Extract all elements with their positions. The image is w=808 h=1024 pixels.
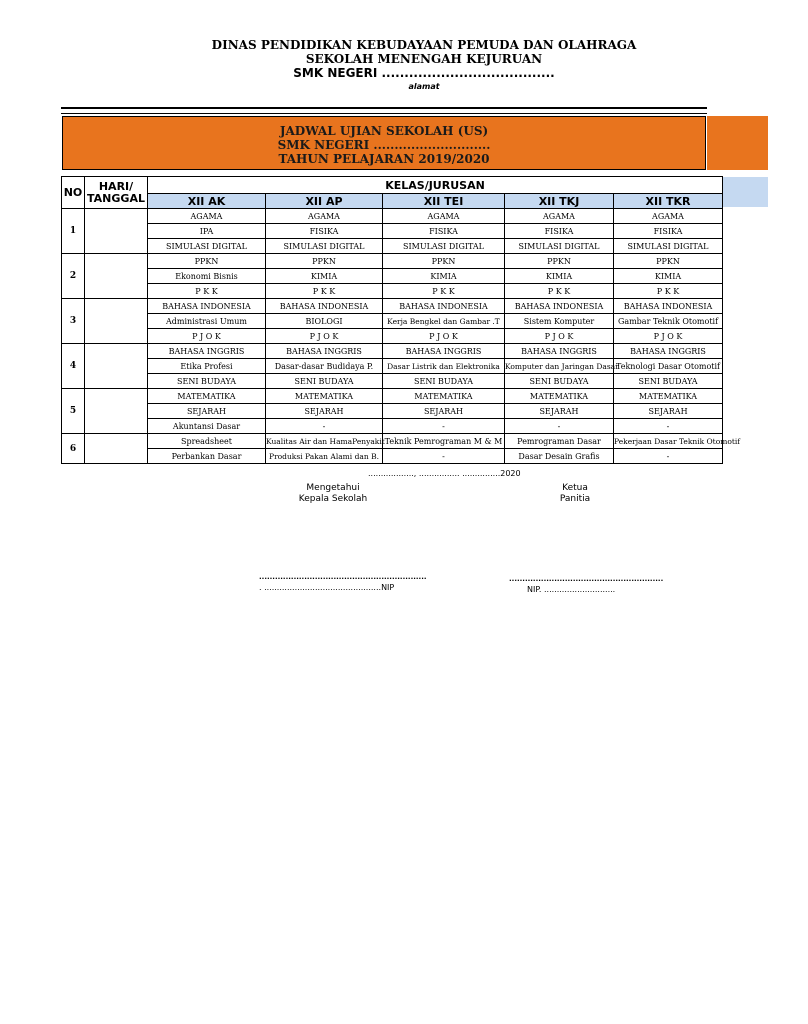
banner-school: SMK NEGERI ............................ bbox=[277, 138, 491, 152]
left-signatory-nip: . ..............................................NIP bbox=[259, 583, 395, 592]
subject-cell: FISIKA bbox=[614, 224, 723, 239]
subject-cell: P K K bbox=[383, 284, 505, 299]
subject-cell: Sistem Komputer bbox=[505, 314, 614, 329]
subject-cell: Etika Profesi bbox=[148, 359, 266, 374]
table-row bbox=[62, 434, 723, 449]
subject-cell: - bbox=[266, 419, 383, 434]
subject-cell: BAHASA INDONESIA bbox=[614, 299, 723, 314]
left-role-line1: Mengetahui bbox=[306, 483, 360, 493]
subject-cell: - bbox=[614, 449, 723, 464]
subject-cell: MATEMATIKA bbox=[614, 389, 723, 404]
class-header: XII AK bbox=[148, 194, 266, 209]
left-role-line2: Kepala Sekolah bbox=[298, 494, 368, 504]
table-row bbox=[62, 314, 723, 329]
subject-cell: SIMULASI DIGITAL bbox=[266, 239, 383, 254]
day-number: 2 bbox=[62, 254, 85, 299]
subject-cell: FISIKA bbox=[505, 224, 614, 239]
subject-cell: Teknologi Dasar Otomotif bbox=[614, 359, 723, 374]
subject-cell: Pekerjaan Dasar Teknik Otomotif bbox=[614, 434, 723, 449]
subject-cell: BAHASA INGGRIS bbox=[383, 344, 505, 359]
schedule-body bbox=[62, 209, 741, 464]
subject-cell: PPKN bbox=[383, 254, 505, 269]
subject-cell: SENI BUDAYA bbox=[266, 374, 383, 389]
subject-cell: KIMIA bbox=[266, 269, 383, 284]
subject-cell: PPKN bbox=[614, 254, 723, 269]
subject-cell: BAHASA INGGRIS bbox=[614, 344, 723, 359]
subject-cell: MATEMATIKA bbox=[505, 389, 614, 404]
banner-year: TAHUN PELAJARAN 2019/2020 bbox=[278, 152, 490, 166]
subject-cell: P J O K bbox=[505, 329, 614, 344]
table-row bbox=[62, 374, 723, 389]
subject-cell: Spreadsheet bbox=[148, 434, 266, 449]
subject-cell: BAHASA INDONESIA bbox=[148, 299, 266, 314]
subject-cell: BAHASA INDONESIA bbox=[383, 299, 505, 314]
subject-cell: SENI BUDAYA bbox=[614, 374, 723, 389]
subject-cell: P J O K bbox=[148, 329, 266, 344]
subject-cell: P J O K bbox=[383, 329, 505, 344]
subject-cell: MATEMATIKA bbox=[266, 389, 383, 404]
subject-cell: SENI BUDAYA bbox=[505, 374, 614, 389]
subject-cell: SIMULASI DIGITAL bbox=[614, 239, 723, 254]
table-row bbox=[62, 209, 723, 224]
subject-cell: SENI BUDAYA bbox=[148, 374, 266, 389]
subject-cell: KIMIA bbox=[383, 269, 505, 284]
day-number: 6 bbox=[62, 434, 85, 464]
subject-cell: KIMIA bbox=[505, 269, 614, 284]
subject-cell: SEJARAH bbox=[505, 404, 614, 419]
subject-cell: P K K bbox=[266, 284, 383, 299]
subject-cell: AGAMA bbox=[383, 209, 505, 224]
subject-cell: BAHASA INGGRIS bbox=[148, 344, 266, 359]
subject-cell: SEJARAH bbox=[383, 404, 505, 419]
col-header-day: HARI/ TANGGAL bbox=[85, 177, 148, 209]
exam-schedule-table bbox=[61, 176, 741, 464]
subject-cell: AGAMA bbox=[148, 209, 266, 224]
day-date-cell bbox=[85, 299, 148, 344]
subject-cell: BAHASA INGGRIS bbox=[505, 344, 614, 359]
table-row bbox=[62, 269, 723, 284]
subject-cell: BIOLOGI bbox=[266, 314, 383, 329]
header-rule-thin bbox=[61, 113, 707, 114]
subject-cell: PPKN bbox=[266, 254, 383, 269]
subject-cell: Dasar-dasar Budidaya P. bbox=[266, 359, 383, 374]
table-row bbox=[62, 419, 723, 434]
right-role-line2: Panitia bbox=[559, 494, 591, 504]
table-row bbox=[62, 344, 723, 359]
subject-cell: AGAMA bbox=[505, 209, 614, 224]
table-row bbox=[62, 404, 723, 419]
table-row bbox=[62, 389, 723, 404]
day-number: 3 bbox=[62, 299, 85, 344]
subject-cell: PPKN bbox=[505, 254, 614, 269]
left-signatory-name: ............................................................... bbox=[259, 573, 427, 581]
subject-cell: Komputer dan Jaringan Dasar bbox=[505, 359, 614, 374]
address-label: alamat bbox=[408, 82, 440, 91]
agency-title: DINAS PENDIDIKAN KEBUDAYAAN PEMUDA DAN OLAHRAGA bbox=[211, 38, 637, 52]
subject-cell: SENI BUDAYA bbox=[383, 374, 505, 389]
subject-cell: SEJARAH bbox=[614, 404, 723, 419]
subject-cell: Perbankan Dasar bbox=[148, 449, 266, 464]
day-date-cell bbox=[85, 254, 148, 299]
subject-cell: SEJARAH bbox=[266, 404, 383, 419]
subject-cell: PPKN bbox=[148, 254, 266, 269]
subject-cell: Pemrograman Dasar bbox=[505, 434, 614, 449]
subject-cell: Produksi Pakan Alami dan B. bbox=[266, 449, 383, 464]
table-row bbox=[62, 239, 723, 254]
class-header: XII TEI bbox=[383, 194, 505, 209]
banner-extension bbox=[707, 116, 768, 170]
table-row bbox=[62, 329, 723, 344]
table-row bbox=[62, 359, 723, 374]
table-row bbox=[62, 284, 723, 299]
day-date-cell bbox=[85, 389, 148, 434]
day-number: 5 bbox=[62, 389, 85, 434]
class-header-row bbox=[62, 194, 723, 209]
subject-cell: P K K bbox=[148, 284, 266, 299]
right-signatory-nip: NIP. ............................ bbox=[527, 585, 616, 594]
header-rule-thick bbox=[61, 107, 707, 109]
subject-cell: Ekonomi Bisnis bbox=[148, 269, 266, 284]
subject-cell: FISIKA bbox=[383, 224, 505, 239]
signature-date: .................., ................ ...............2020 bbox=[368, 469, 521, 478]
subject-cell: P K K bbox=[614, 284, 723, 299]
class-header: XII TKJ bbox=[505, 194, 614, 209]
subject-cell: - bbox=[383, 449, 505, 464]
subject-cell: P J O K bbox=[266, 329, 383, 344]
table-row bbox=[62, 299, 723, 314]
subject-cell: Administrasi Umum bbox=[148, 314, 266, 329]
title-banner bbox=[62, 116, 706, 170]
table-row bbox=[62, 224, 723, 239]
subject-cell: AGAMA bbox=[266, 209, 383, 224]
day-number: 1 bbox=[62, 209, 85, 254]
right-signatory-name: .......................................................... bbox=[509, 575, 664, 583]
col-header-kelas: KELAS/JURUSAN bbox=[148, 177, 723, 194]
subject-cell: FISIKA bbox=[266, 224, 383, 239]
subject-cell: BAHASA INDONESIA bbox=[266, 299, 383, 314]
subject-cell: IPA bbox=[148, 224, 266, 239]
school-type: SEKOLAH MENENGAH KEJURUAN bbox=[305, 52, 543, 66]
class-header: XII AP bbox=[266, 194, 383, 209]
subject-cell: Teknik Pemrograman M & M bbox=[383, 434, 505, 449]
subject-cell: MATEMATIKA bbox=[383, 389, 505, 404]
day-date-cell bbox=[85, 344, 148, 389]
subject-cell: SIMULASI DIGITAL bbox=[148, 239, 266, 254]
school-name: SMK NEGERI ...................................... bbox=[293, 66, 555, 80]
subject-cell: SIMULASI DIGITAL bbox=[383, 239, 505, 254]
subject-cell: P J O K bbox=[614, 329, 723, 344]
subject-cell: BAHASA INGGRIS bbox=[266, 344, 383, 359]
subject-cell: Dasar Desain Grafis bbox=[505, 449, 614, 464]
subject-cell: Gambar Teknik Otomotif bbox=[614, 314, 723, 329]
banner-title: JADWAL UJIAN SEKOLAH (US) bbox=[279, 124, 489, 138]
subject-cell: - bbox=[383, 419, 505, 434]
table-row bbox=[62, 449, 723, 464]
subject-cell: Kualitas Air dan HamaPenyakit bbox=[266, 434, 383, 449]
day-number: 4 bbox=[62, 344, 85, 389]
subject-cell: SEJARAH bbox=[148, 404, 266, 419]
subject-cell: - bbox=[505, 419, 614, 434]
subject-cell: AGAMA bbox=[614, 209, 723, 224]
day-date-cell bbox=[85, 434, 148, 464]
subject-cell: P K K bbox=[505, 284, 614, 299]
subject-cell: Dasar Listrik dan Elektronika bbox=[383, 359, 505, 374]
subject-cell: BAHASA INDONESIA bbox=[505, 299, 614, 314]
subject-cell: KIMIA bbox=[614, 269, 723, 284]
class-header: XII TKR bbox=[614, 194, 723, 209]
right-role-line1: Ketua bbox=[562, 483, 588, 493]
table-row bbox=[62, 254, 723, 269]
subject-cell: MATEMATIKA bbox=[148, 389, 266, 404]
day-date-cell bbox=[85, 209, 148, 254]
col-header-no: NO bbox=[62, 177, 85, 209]
subject-cell: Kerja Bengkel dan Gambar .T bbox=[383, 314, 505, 329]
subject-cell: - bbox=[614, 419, 723, 434]
subject-cell: SIMULASI DIGITAL bbox=[505, 239, 614, 254]
subject-cell: Akuntansi Dasar bbox=[148, 419, 266, 434]
